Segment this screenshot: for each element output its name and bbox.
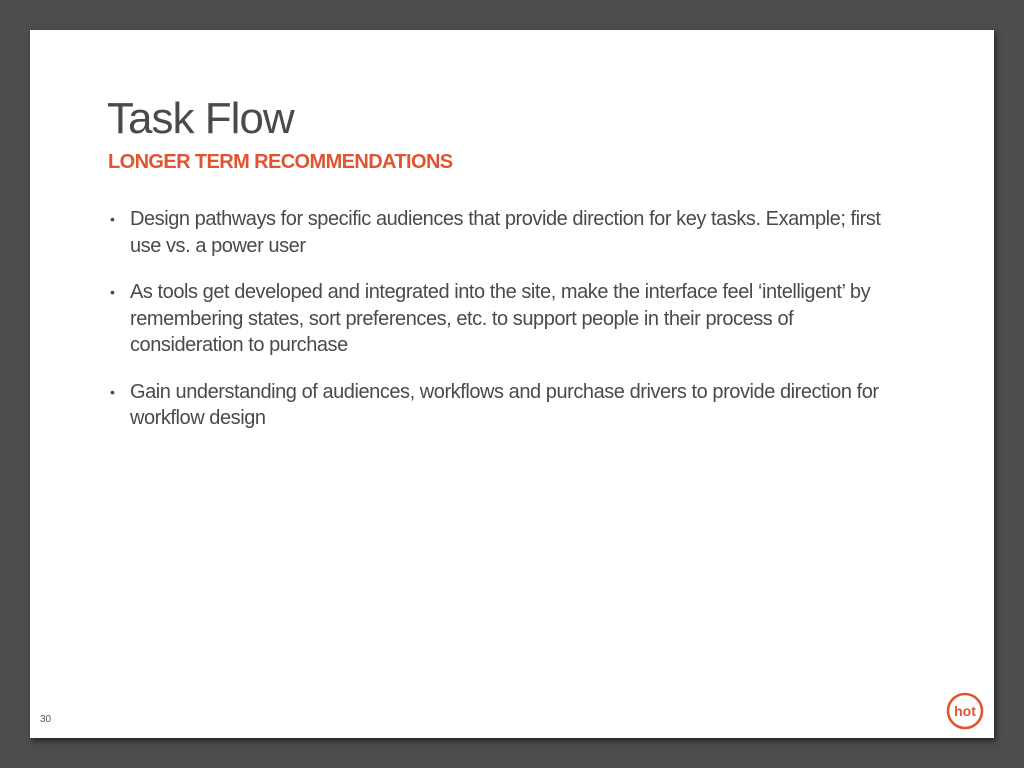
logo-text: hot [954,703,976,719]
bullet-item [108,279,908,359]
page-number: 30 [40,714,52,725]
slide-title: Task Flow [107,94,294,143]
bullet-marker-icon: • [110,284,115,300]
bullet-list [108,206,908,452]
bullet-marker-icon: • [110,383,115,400]
bullet-item [108,379,908,432]
bullet-item [108,206,908,259]
bullet-text: Design pathways for specific audiences that provide direction for key tasks. Example; first use vs. a power user [130,208,881,257]
bullet-marker-icon: • [110,211,115,227]
bullet-text: Gain understanding of audiences, workflows and purchase drivers to provide direction for workflow design [130,380,879,429]
hot-logo-icon [946,692,984,730]
bullet-text: As tools get developed and integrated into the site, make the interface feel ‘intelligent’ by remembering states, sort preferences, etc. to support people in their process of consideration to purchase [130,281,871,356]
slide-subtitle: LONGER TERM RECOMMENDATIONS [108,151,453,173]
slide-page [30,30,994,738]
